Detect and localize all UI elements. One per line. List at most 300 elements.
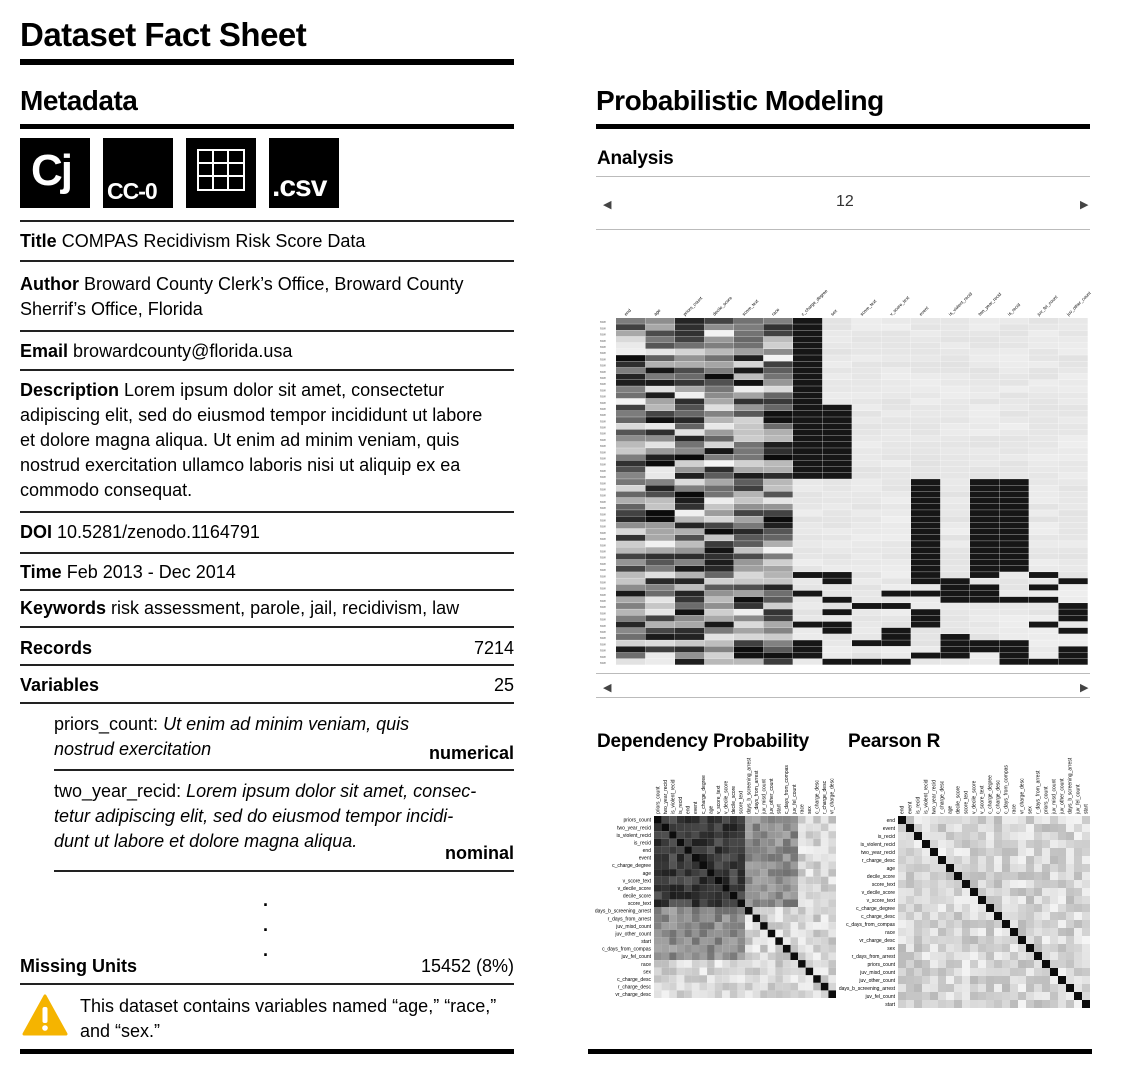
pearson-matrix-cell <box>1002 856 1010 864</box>
heatmap-cell <box>941 355 970 361</box>
dependency-matrix-cell <box>722 983 730 991</box>
cc0-badge <box>103 138 173 208</box>
pearson-matrix-cell <box>938 960 946 968</box>
author-label: Author <box>20 274 79 294</box>
pearson-matrix-cell <box>1010 944 1018 952</box>
author-divider <box>20 330 514 332</box>
dependency-matrix-cell <box>707 877 715 885</box>
heatmap-cell <box>1059 603 1088 609</box>
pearson-matrix-cell <box>970 1000 978 1008</box>
dependency-matrix-cell <box>722 990 730 998</box>
dependency-matrix-cell <box>760 983 768 991</box>
dependency-matrix-cell <box>700 990 708 998</box>
pearson-matrix-cell <box>1058 992 1066 1000</box>
pearson-matrix-cell <box>1018 920 1026 928</box>
carousel-next-button[interactable]: ▶ <box>1080 199 1089 211</box>
dependency-matrix-cell <box>700 937 708 945</box>
heatmap-cell <box>882 646 911 652</box>
heatmap-cell <box>911 361 940 367</box>
heatmap-cell <box>911 324 940 330</box>
pearson-matrix-cell <box>906 856 914 864</box>
heatmap-cell <box>1000 485 1029 491</box>
dependency-matrix-cell <box>654 945 662 953</box>
pearson-matrix-cell <box>914 896 922 904</box>
heatmap-row-label: row <box>600 574 606 579</box>
pearson-matrix-cell <box>922 856 930 864</box>
pearson-matrix-cell <box>898 856 906 864</box>
pearson-matrix-cell <box>1018 880 1026 888</box>
pearson-matrix-cell <box>1010 880 1018 888</box>
dependency-matrix-row-label: is_recid <box>633 840 651 847</box>
pearson-matrix-cell <box>914 960 922 968</box>
heatmap-cell <box>970 504 999 510</box>
heatmap-column-label: two_year_recid <box>977 291 1003 317</box>
dependency-matrix-cell <box>806 983 814 991</box>
heatmap-cell <box>970 461 999 467</box>
dependency-matrix-cell <box>722 839 730 847</box>
scroll-left-button[interactable]: ◀ <box>603 682 612 694</box>
dependency-matrix-row-label: decile_score <box>622 893 651 900</box>
pearson-matrix-cell <box>1042 984 1050 992</box>
dependency-matrix-cell <box>692 831 700 839</box>
pearson-matrix-cell <box>1034 928 1042 936</box>
heatmap-cell <box>646 659 675 665</box>
heatmap-cell <box>1029 374 1058 380</box>
pearson-matrix-cell <box>994 848 1002 856</box>
dependency-matrix-cell <box>737 862 745 870</box>
pearson-matrix-cell <box>1026 992 1034 1000</box>
pearson-matrix-cell <box>946 824 954 832</box>
heatmap-cell <box>1059 337 1088 343</box>
pearson-matrix-cell <box>962 992 970 1000</box>
heatmap-cell <box>970 361 999 367</box>
dependency-matrix-cell <box>775 869 783 877</box>
pearson-matrix-cell <box>946 896 954 904</box>
pearson-matrix-column-label: is_violent_recid <box>923 779 930 814</box>
heatmap-cell <box>793 399 822 405</box>
heatmap-cell <box>882 349 911 355</box>
heatmap-row-label: row <box>600 462 606 467</box>
heatmap-cell <box>675 510 704 516</box>
dependency-matrix-cell <box>669 862 677 870</box>
dependency-matrix-cell <box>798 968 806 976</box>
pearson-matrix-cell <box>1066 952 1074 960</box>
dependency-matrix-cell <box>684 945 692 953</box>
heatmap-cell <box>970 343 999 349</box>
heatmap-cell <box>793 615 822 621</box>
heatmap-cell <box>1000 337 1029 343</box>
pearson-matrix-cell <box>1002 968 1010 976</box>
pearson-matrix-cell <box>938 912 946 920</box>
pearson-matrix-cell <box>1018 944 1026 952</box>
pearson-matrix-cell <box>930 896 938 904</box>
pearson-matrix-cell <box>906 880 914 888</box>
pearson-matrix-cell <box>1018 936 1026 944</box>
heatmap-cell <box>941 330 970 336</box>
heatmap-cell <box>1059 597 1088 603</box>
heatmap-cell <box>941 547 970 553</box>
heatmap-cell <box>911 553 940 559</box>
dependency-matrix-cell <box>715 937 723 945</box>
pearson-matrix-cell <box>1058 904 1066 912</box>
dependency-matrix-cell <box>737 968 745 976</box>
dependency-matrix-cell <box>662 846 670 854</box>
dependency-matrix-cell <box>707 816 715 824</box>
heatmap-cell <box>1059 454 1088 460</box>
dependency-matrix-cell <box>775 907 783 915</box>
heatmap-cell <box>970 609 999 615</box>
pearson-matrix-cell <box>1082 888 1090 896</box>
dependency-matrix-cell <box>692 839 700 847</box>
dependency-matrix-cell <box>791 899 799 907</box>
heatmap-cell <box>1000 361 1029 367</box>
dependency-matrix-cell <box>707 831 715 839</box>
pearson-matrix-row-label: juv_other_count <box>859 978 895 984</box>
pearson-matrix-cell <box>1010 920 1018 928</box>
pearson-matrix-cell <box>954 1000 962 1008</box>
heatmap-cell <box>734 355 763 361</box>
heatmap-cell <box>675 634 704 640</box>
pearson-matrix-cell <box>914 904 922 912</box>
dependency-matrix-cell <box>730 915 738 923</box>
heatmap-cell <box>852 566 881 572</box>
dependency-matrix-column-label: score_text <box>738 790 745 814</box>
scroll-right-button[interactable]: ▶ <box>1080 682 1089 694</box>
heatmap-cell <box>852 324 881 330</box>
pearson-matrix-column-label: age <box>947 805 954 814</box>
heatmap-cell <box>734 597 763 603</box>
heatmap-cell <box>970 640 999 646</box>
variable-desc-line2: tetur adipiscing elit, sed do eiusmod tempor incidi- <box>54 806 454 826</box>
dependency-matrix-cell <box>783 975 791 983</box>
heatmap-cell <box>941 566 970 572</box>
dependency-heading: Dependency Probability <box>597 731 810 752</box>
heatmap-cell <box>1000 572 1029 578</box>
heatmap-cell <box>646 479 675 485</box>
heatmap-cell <box>734 535 763 541</box>
pearson-matrix-cell <box>914 840 922 848</box>
heatmap-cell <box>734 578 763 584</box>
heatmap-cell <box>970 380 999 386</box>
pearson-matrix-cell <box>1082 984 1090 992</box>
pearson-matrix-cell <box>1034 952 1042 960</box>
heatmap-cell <box>675 392 704 398</box>
pearson-matrix-cell <box>954 848 962 856</box>
dependency-matrix-cell <box>700 922 708 930</box>
heatmap-column-label: race <box>770 306 781 317</box>
heatmap-cell <box>646 591 675 597</box>
pearson-matrix-cell <box>922 928 930 936</box>
pearson-matrix-cell <box>922 880 930 888</box>
dependency-matrix-cell <box>753 884 761 892</box>
dependency-matrix-cell <box>654 839 662 847</box>
heatmap-cell <box>911 430 940 436</box>
dependency-matrix-cell <box>760 869 768 877</box>
heatmap-cell <box>705 578 734 584</box>
pearson-matrix-cell <box>1034 888 1042 896</box>
pearson-matrix-cell <box>906 816 914 824</box>
dependency-matrix-cell <box>707 960 715 968</box>
pearson-matrix-cell <box>1018 856 1026 864</box>
dependency-matrix-cell <box>730 839 738 847</box>
pearson-matrix-cell <box>978 896 986 904</box>
pearson-matrix-cell <box>898 944 906 952</box>
heatmap-cell <box>646 467 675 473</box>
scrollbar-top <box>596 673 1090 674</box>
heatmap-cell <box>793 566 822 572</box>
dependency-matrix-cell <box>730 968 738 976</box>
pearson-matrix-cell <box>1058 872 1066 880</box>
pearson-matrix-cell <box>962 856 970 864</box>
heatmap-cell <box>646 640 675 646</box>
pearson-matrix-cell <box>1074 944 1082 952</box>
heatmap-cell <box>823 553 852 559</box>
heatmap-cell <box>675 399 704 405</box>
dependency-matrix-cell <box>821 930 829 938</box>
dependency-matrix-cell <box>662 930 670 938</box>
heatmap-cell <box>675 609 704 615</box>
pearson-matrix-cell <box>906 920 914 928</box>
heatmap-row-label: row <box>600 661 606 665</box>
dependency-matrix-cell <box>768 884 776 892</box>
heatmap-cell <box>911 504 940 510</box>
dependency-matrix-cell <box>730 930 738 938</box>
heatmap-cell <box>616 615 645 621</box>
pearson-matrix-cell <box>986 904 994 912</box>
heatmap-cell <box>1029 572 1058 578</box>
pearson-matrix-cell <box>994 864 1002 872</box>
carousel-prev-button[interactable]: ◀ <box>603 199 612 211</box>
csv-badge <box>269 138 339 208</box>
heatmap-cell <box>941 597 970 603</box>
heatmap-cell <box>852 330 881 336</box>
heatmap-row-label: row <box>600 437 606 442</box>
pearson-matrix-row-label: is_violent_recid <box>860 842 895 848</box>
heatmap-cell <box>734 566 763 572</box>
pearson-matrix-cell <box>1002 904 1010 912</box>
heatmap-cell <box>675 547 704 553</box>
heatmap-cell <box>734 343 763 349</box>
heatmap-row-label: row <box>600 518 606 523</box>
pearson-matrix-cell <box>1066 928 1074 936</box>
pearson-matrix-cell <box>1050 936 1058 944</box>
heatmap-cell <box>705 349 734 355</box>
dependency-matrix-cell <box>745 990 753 998</box>
heatmap-cell <box>941 405 970 411</box>
heatmap-cell <box>823 659 852 665</box>
pearson-matrix-cell <box>1026 856 1034 864</box>
heatmap-cell <box>646 572 675 578</box>
dependency-matrix-cell <box>828 839 836 847</box>
pearson-matrix-cell <box>1026 952 1034 960</box>
pearson-matrix-cell <box>1042 856 1050 864</box>
heatmap-cell <box>970 330 999 336</box>
pearson-matrix-cell <box>1042 992 1050 1000</box>
pearson-matrix-cell <box>994 840 1002 848</box>
pearson-matrix-cell <box>954 840 962 848</box>
pearson-matrix-row-label: c_charge_desc <box>861 914 895 920</box>
heatmap-cell <box>882 622 911 628</box>
pearson-matrix-cell <box>1042 944 1050 952</box>
pearson-matrix-cell <box>962 928 970 936</box>
email-label: Email <box>20 341 69 361</box>
heatmap-cell <box>616 560 645 566</box>
pearson-matrix-cell <box>906 888 914 896</box>
heatmap-cell <box>911 436 940 442</box>
dependency-matrix-cell <box>791 907 799 915</box>
heatmap-cell <box>1000 547 1029 553</box>
heatmap-cell <box>970 417 999 423</box>
dependency-matrix-cell <box>684 915 692 923</box>
pearson-matrix-cell <box>914 824 922 832</box>
dependency-matrix-cell <box>806 831 814 839</box>
heatmap-cell <box>1029 547 1058 553</box>
heatmap-cell <box>852 646 881 652</box>
dependency-matrix-cell <box>654 922 662 930</box>
pearson-matrix-cell <box>1066 976 1074 984</box>
pearson-matrix-cell <box>1042 968 1050 976</box>
dependency-matrix-cell <box>753 846 761 854</box>
heatmap-cell <box>823 411 852 417</box>
dependency-matrix-cell <box>669 922 677 930</box>
missing-units-label: Missing Units <box>20 956 138 976</box>
heatmap-cell <box>646 634 675 640</box>
dependency-matrix-cell <box>760 854 768 862</box>
pearson-matrix-cell <box>898 992 906 1000</box>
pearson-matrix-cell <box>1082 856 1090 864</box>
pearson-matrix-cell <box>1010 864 1018 872</box>
dependency-matrix-column-label: juv_misd_count <box>761 779 768 814</box>
heatmap-cell <box>705 442 734 448</box>
dependency-matrix-cell <box>692 824 700 832</box>
heatmap-cell <box>970 603 999 609</box>
heatmap-cell <box>911 411 940 417</box>
heatmap-cell <box>675 405 704 411</box>
pearson-matrix-cell <box>1058 968 1066 976</box>
heatmap-cell <box>764 448 793 454</box>
dependency-matrix-cell <box>791 846 799 854</box>
heatmap-cell <box>1059 653 1088 659</box>
dependency-matrix-cell <box>654 854 662 862</box>
heatmap-cell <box>675 553 704 559</box>
pearson-matrix-cell <box>898 968 906 976</box>
heatmap-cell <box>970 485 999 491</box>
heatmap-cell <box>911 615 940 621</box>
dependency-matrix-cell <box>677 816 685 824</box>
heatmap-cell <box>823 343 852 349</box>
dependency-matrix-column-label: age <box>708 805 715 814</box>
pearson-matrix-cell <box>1042 880 1050 888</box>
dependency-matrix-cell <box>707 945 715 953</box>
pearson-matrix-cell <box>1050 976 1058 984</box>
pearson-matrix-row-label: juv_misd_count <box>860 970 895 976</box>
pearson-matrix-cell <box>946 912 954 920</box>
heatmap-cell <box>823 355 852 361</box>
heatmap-cell <box>793 597 822 603</box>
dependency-matrix-cell <box>783 824 791 832</box>
heatmap-cell <box>941 485 970 491</box>
dependency-matrix-cell <box>828 892 836 900</box>
pearson-matrix-cell <box>986 968 994 976</box>
dependency-matrix-cell <box>806 846 814 854</box>
heatmap-column-label: is_violent_recid <box>947 291 974 317</box>
heatmap-cell <box>882 510 911 516</box>
pearson-matrix-cell <box>1010 848 1018 856</box>
dependency-matrix-cell <box>737 831 745 839</box>
pearson-matrix-cell <box>914 944 922 952</box>
pearson-matrix-cell <box>1034 968 1042 976</box>
dependency-matrix-cell <box>737 945 745 953</box>
pearson-matrix-cell <box>962 952 970 960</box>
pearson-matrix-cell <box>1002 848 1010 856</box>
dependency-matrix-cell <box>806 892 814 900</box>
pearson-matrix-cell <box>1050 824 1058 832</box>
heatmap-cell <box>970 448 999 454</box>
pearson-matrix-cell <box>1042 936 1050 944</box>
heatmap-row-label: row <box>600 419 606 424</box>
pearson-matrix-cell <box>914 880 922 888</box>
dependency-matrix-cell <box>821 975 829 983</box>
heatmap-row-label: row <box>600 493 606 498</box>
pearson-matrix-cell <box>1002 1000 1010 1008</box>
heatmap-row-label: row <box>600 487 606 492</box>
heatmap-cell <box>675 628 704 634</box>
pearson-matrix-cell <box>970 816 978 824</box>
dependency-matrix-cell <box>707 899 715 907</box>
pearson-matrix-column-label: v_decile_score <box>971 780 978 814</box>
heatmap-cell <box>616 659 645 665</box>
dependency-matrix-cell <box>700 907 708 915</box>
heatmap-cell <box>734 380 763 386</box>
heatmap-row-label: row <box>600 512 606 517</box>
pearson-matrix-cell <box>986 832 994 840</box>
pearson-matrix-cell <box>962 848 970 856</box>
heatmap-cell <box>1029 659 1058 665</box>
heatmap-cell <box>734 423 763 429</box>
heatmap-cell <box>793 318 822 324</box>
heatmap-cell <box>1059 566 1088 572</box>
pearson-matrix-row-label: juv_fel_count <box>865 994 895 1000</box>
heatmap-row-label: row <box>600 375 606 380</box>
heatmap-cell <box>646 560 675 566</box>
dependency-matrix-cell <box>669 990 677 998</box>
pearson-matrix-cell <box>914 928 922 936</box>
dependency-matrix-cell <box>700 975 708 983</box>
pearson-matrix-cell <box>1010 824 1018 832</box>
dependency-matrix-cell <box>737 907 745 915</box>
heatmap-cell <box>705 411 734 417</box>
heatmap-cell <box>852 591 881 597</box>
heatmap-cell <box>823 423 852 429</box>
pearson-matrix-cell <box>1018 952 1026 960</box>
dependency-matrix-cell <box>669 892 677 900</box>
pearson-matrix-cell <box>898 840 906 848</box>
heatmap-cell <box>734 417 763 423</box>
heatmap-cell <box>705 361 734 367</box>
metadata-rule <box>20 124 514 129</box>
dependency-matrix-cell <box>722 831 730 839</box>
dependency-matrix-cell <box>707 975 715 983</box>
heatmap-cell <box>911 368 940 374</box>
heatmap-cell <box>941 368 970 374</box>
pearson-matrix-cell <box>978 904 986 912</box>
dependency-matrix-cell <box>684 983 692 991</box>
email-value: browardcounty@florida.usa <box>73 341 293 361</box>
dependency-matrix-cell <box>791 892 799 900</box>
heatmap-row-label: row <box>600 357 606 362</box>
pearson-matrix-cell <box>930 952 938 960</box>
pearson-matrix-cell <box>938 936 946 944</box>
